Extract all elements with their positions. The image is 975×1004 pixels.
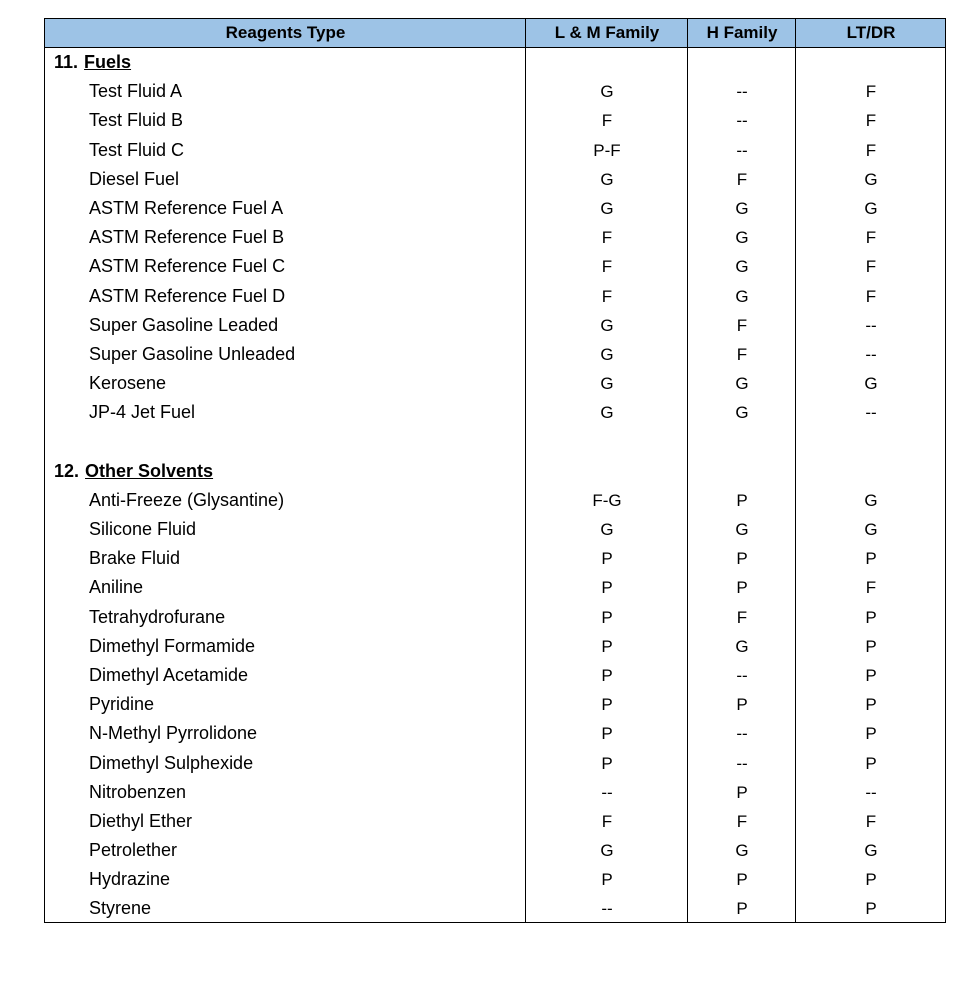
h-family-rating: P [736, 578, 748, 598]
lm-family-rating: G [600, 841, 614, 861]
section-title: Fuels [84, 52, 132, 72]
table-row [45, 778, 945, 807]
reagent-name: Anti-Freeze (Glysantine) [89, 489, 285, 510]
reagent-name: Aniline [89, 577, 144, 598]
reagent-name: Kerosene [89, 373, 167, 394]
ltdr-rating: -- [865, 344, 877, 364]
table-row [45, 106, 945, 135]
section-number: 12. [54, 460, 80, 481]
lm-family-rating: F [601, 111, 613, 131]
h-family-rating: P [736, 695, 748, 715]
table-row [45, 690, 945, 719]
reagent-name: Dimethyl Formamide [89, 635, 256, 656]
lm-family-rating: P [601, 665, 613, 685]
h-family-rating: -- [736, 111, 748, 131]
reagent-name: Test Fluid C [89, 139, 185, 160]
table-row [45, 807, 945, 836]
table-row [45, 603, 945, 632]
reagent-name: ASTM Reference Fuel B [89, 227, 285, 248]
h-family-rating: G [735, 374, 749, 394]
lm-family-rating: P [601, 549, 613, 569]
table-row [45, 486, 945, 515]
ltdr-rating: F [865, 140, 877, 160]
ltdr-rating: P [865, 607, 877, 627]
h-family-rating: -- [736, 665, 748, 685]
ltdr-rating: G [864, 490, 878, 510]
reagent-name: Nitrobenzen [89, 781, 187, 802]
table-row [45, 136, 945, 165]
lm-family-rating: P-F [593, 140, 621, 160]
ltdr-rating: F [865, 286, 877, 306]
reagent-name: Dimethyl Sulphexide [89, 752, 254, 773]
table-row [45, 515, 945, 544]
table-row [45, 398, 945, 427]
ltdr-rating: P [865, 899, 877, 919]
h-family-rating: -- [736, 140, 748, 160]
table-row [45, 77, 945, 106]
ltdr-rating: -- [865, 403, 877, 423]
ltdr-rating: P [865, 636, 877, 656]
table-row [45, 369, 945, 398]
reagent-name: Super Gasoline Unleaded [89, 343, 296, 364]
h-family-rating: G [735, 198, 749, 218]
table-header [45, 19, 945, 48]
ltdr-rating: P [865, 753, 877, 773]
table-row [45, 544, 945, 573]
ltdr-rating: P [865, 870, 877, 890]
h-family-rating: G [735, 403, 749, 423]
section-heading [54, 457, 213, 486]
reagent-name: N-Methyl Pyrrolidone [89, 723, 258, 744]
ltdr-rating: G [864, 520, 878, 539]
ltdr-rating: F [865, 811, 877, 831]
table-row [45, 894, 945, 923]
lm-family-rating: F [601, 228, 613, 248]
lm-family-rating: P [601, 724, 613, 744]
lm-family-rating: P [601, 636, 613, 656]
reagent-name: Test Fluid A [89, 81, 183, 102]
table-row [45, 340, 945, 369]
h-family-rating: P [736, 490, 748, 510]
ltdr-rating: F [865, 257, 877, 277]
h-family-rating: P [736, 899, 748, 919]
lm-family-rating: F-G [592, 490, 622, 510]
ltdr-rating: F [865, 578, 877, 598]
lm-family-rating: G [600, 344, 614, 364]
reagent-name: Silicone Fluid [89, 519, 197, 539]
section-title: Other Solvents [85, 460, 214, 481]
table-row [45, 661, 945, 690]
table-row [45, 719, 945, 748]
ltdr-rating: G [864, 374, 878, 394]
h-family-rating: -- [736, 82, 748, 102]
ltdr-rating: P [865, 665, 877, 685]
h-family-rating: -- [736, 753, 748, 773]
reagent-name: Diethyl Ether [89, 810, 193, 831]
ltdr-rating: P [865, 695, 877, 715]
compatibility-table [44, 18, 946, 923]
lm-family-rating: G [600, 198, 614, 218]
table-row [45, 311, 945, 340]
reagent-name: ASTM Reference Fuel C [89, 256, 286, 277]
header-ltdr: LT/DR [846, 23, 896, 42]
spacer-row [45, 427, 945, 456]
table-row [45, 865, 945, 894]
lm-family-rating: G [600, 374, 614, 394]
h-family-rating: G [735, 257, 749, 277]
reagent-name: Hydrazine [89, 869, 171, 890]
reagent-name: Super Gasoline Leaded [89, 314, 279, 335]
lm-family-rating: F [601, 811, 613, 831]
reagent-name: JP-4 Jet Fuel [89, 402, 196, 423]
lm-family-rating: G [600, 169, 614, 189]
h-family-rating: F [736, 344, 748, 364]
h-family-rating: F [736, 169, 748, 189]
reagent-name: Dimethyl Acetamide [89, 664, 249, 685]
reagent-name: Styrene [89, 898, 152, 919]
table-row [45, 223, 945, 252]
h-family-rating: P [736, 870, 748, 890]
reagent-name: ASTM Reference Fuel D [89, 285, 286, 306]
reagent-name: Diesel Fuel [89, 168, 180, 189]
reagent-name: ASTM Reference Fuel A [89, 197, 284, 218]
lm-family-rating: P [601, 695, 613, 715]
table-row [45, 165, 945, 194]
reagent-name: Petrolether [89, 840, 178, 861]
ltdr-rating: G [864, 841, 878, 861]
table-row [45, 194, 945, 223]
lm-family-rating: G [600, 403, 614, 423]
ltdr-rating: P [865, 724, 877, 744]
lm-family-rating: P [601, 753, 613, 773]
section-number: 11. [54, 52, 79, 72]
h-family-rating: G [735, 636, 749, 656]
lm-family-rating: F [601, 286, 613, 306]
table-row [45, 252, 945, 281]
h-family-rating: -- [736, 724, 748, 744]
ltdr-rating: G [864, 169, 878, 189]
h-family-rating: G [735, 841, 749, 861]
table-row [45, 573, 945, 602]
h-family-rating: F [736, 607, 748, 627]
ltdr-rating: F [865, 82, 877, 102]
lm-family-rating: G [600, 82, 614, 102]
h-family-rating: G [735, 520, 749, 539]
h-family-rating: F [736, 811, 748, 831]
reagent-name: Test Fluid B [89, 110, 184, 131]
ltdr-rating: G [864, 198, 878, 218]
lm-family-rating: -- [601, 782, 613, 802]
section-header-row [45, 457, 945, 486]
lm-family-rating: -- [601, 899, 613, 919]
lm-family-rating: G [600, 520, 614, 539]
h-family-rating: G [735, 286, 749, 306]
reagent-name: Brake Fluid [89, 548, 181, 569]
h-family-rating: F [736, 315, 748, 335]
h-family-rating: P [736, 549, 748, 569]
table-row [45, 282, 945, 311]
section-header-row [45, 48, 945, 77]
h-family-rating: P [736, 782, 748, 802]
header-lm-family: L & M Family [554, 23, 660, 42]
ltdr-rating: F [865, 111, 877, 131]
lm-family-rating: G [600, 315, 614, 335]
lm-family-rating: P [601, 607, 613, 627]
ltdr-rating: F [865, 228, 877, 248]
lm-family-rating: P [601, 870, 613, 890]
table-body [45, 48, 945, 924]
reagent-name: Tetrahydrofurane [89, 606, 226, 627]
table-row [45, 749, 945, 778]
ltdr-rating: P [865, 549, 877, 569]
lm-family-rating: P [601, 578, 613, 598]
h-family-rating: G [735, 228, 749, 248]
ltdr-rating: -- [865, 315, 877, 335]
lm-family-rating: F [601, 257, 613, 277]
reagent-name: Pyridine [89, 694, 155, 715]
section-heading [54, 48, 131, 77]
table-row [45, 836, 945, 865]
ltdr-rating: -- [865, 782, 877, 802]
table-row [45, 632, 945, 661]
header-h-family: H Family [706, 23, 778, 42]
header-reagents-type: Reagents Type [225, 23, 346, 42]
